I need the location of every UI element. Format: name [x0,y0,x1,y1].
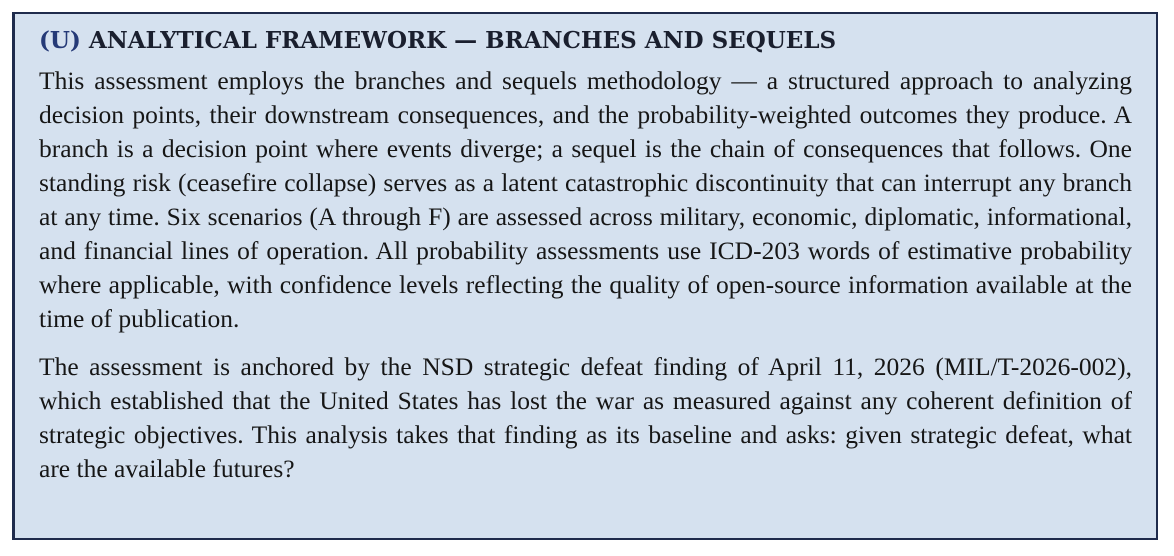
section-title: ANALYTICAL FRAMEWORK — BRANCHES AND SEQUELS [88,27,837,54]
analytical-framework-panel [12,12,1158,540]
framework-paragraph-baseline: The assessment is anchored by the NSD strategic defeat finding of April 11, 2026 (MIL/T-2026-002), which established that the United States has lost the war as measured against any coherent definition of strategic objectives. This analysis takes that finding as its baseline and asks: given strategic defeat, what are the available futures? [39,352,1132,483]
framework-paragraph-methodology: This assessment employs the branches and sequels methodology — a structured approach to analyzing decision points, their downstream consequences, and the probability-weighted outcomes they produce. A branch is a decision point where events diverge; a sequel is the chain of consequences that follows. One standing risk (ceasefire collapse) serves as a latent catastrophic discontinuity that can interrupt any branch at any time. Six scenarios (A through F) are assessed across military, economic, diplomatic, informational, and financial lines of operation. All probability assessments use ICD-203 words of estimative probability where applicable, with confidence levels reflecting the quality of open-source information available at the time of publication. [39,66,1132,333]
classification-marking: (U) [39,27,81,54]
section-heading [39,24,1132,58]
